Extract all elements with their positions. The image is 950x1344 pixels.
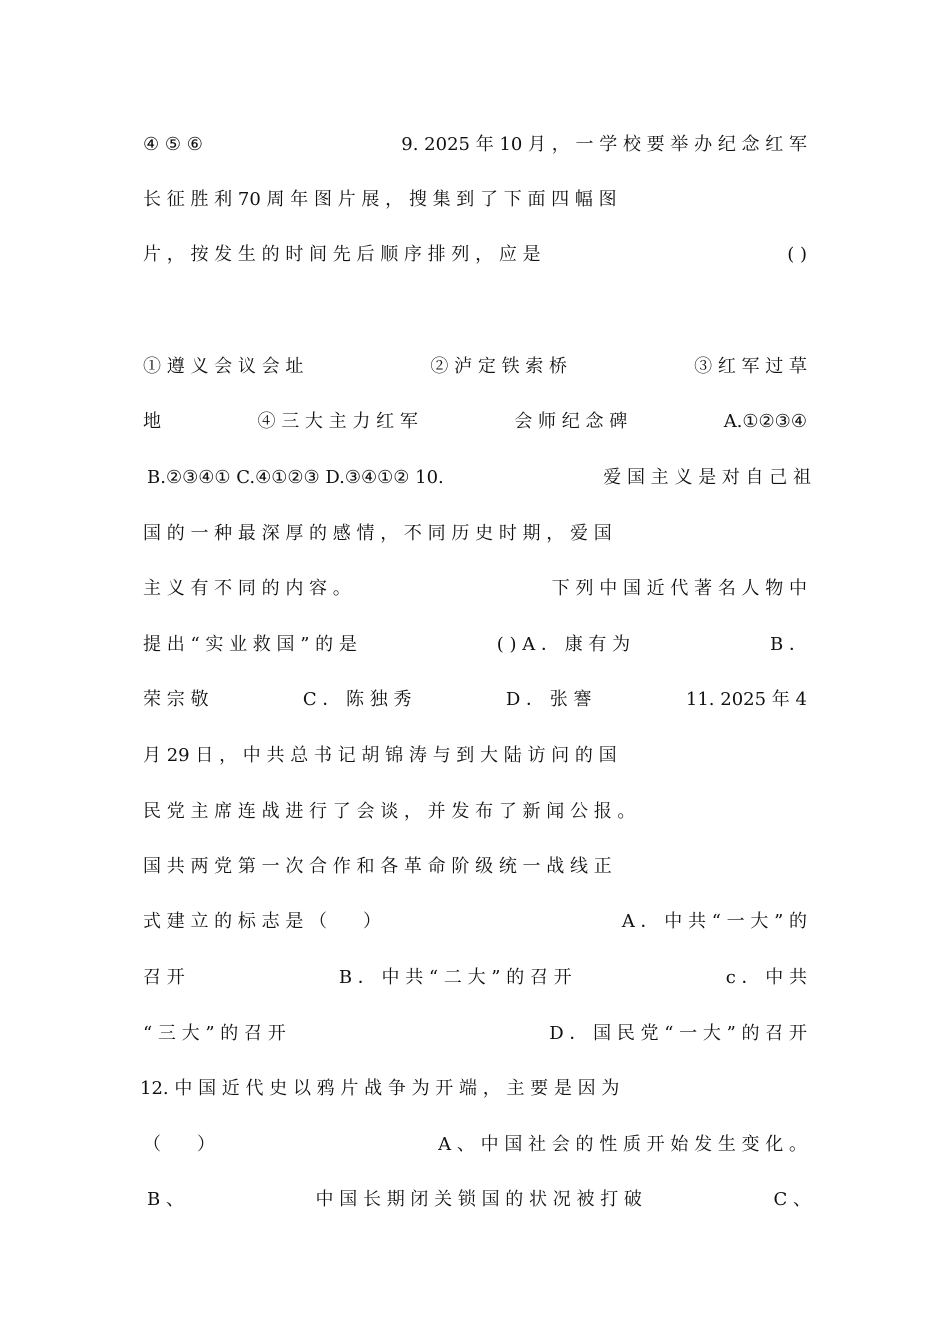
text-segment: D ． 张 謇 [505, 689, 592, 710]
text-line-2 [143, 185, 807, 215]
text-segment: 国 共 两 党 第 一 次 合 作 和 各 革 命 阶 级 统 一 战 线 正 [143, 856, 612, 877]
text-segment: B ． [770, 634, 807, 655]
text-segment: 会 师 纪 念 碑 [514, 411, 628, 432]
text-segment: 11. 2025 年 4 [685, 689, 807, 710]
text-segment: C 、 [773, 1189, 811, 1210]
text-line-7 [143, 519, 807, 549]
text-line-6 [147, 463, 811, 493]
text-line-11 [143, 741, 807, 771]
text-line-13 [143, 852, 807, 882]
text-segment: C ． 陈 独 秀 [302, 689, 412, 710]
text-segment: A 、 中 国 社 会 的 性 质 开 始 发 生 变 化 。 [438, 1134, 807, 1155]
text-line-16 [143, 1019, 807, 1049]
text-segment: 下 列 中 国 近 代 著 名 人 物 中 [551, 578, 807, 599]
text-segment: ③ 红 军 过 草 [694, 356, 807, 377]
text-segment: 长 征 胜 利 70 周 年 图 片 展 ， 搜 集 到 了 下 面 四 幅 图 [143, 189, 617, 210]
text-segment: 国 的 一 种 最 深 厚 的 感 情 ， 不 同 历 史 时 期 ， 爱 国 [143, 523, 612, 544]
text-segment: 召 开 [143, 967, 185, 988]
text-segment: 式 建 立 的 标 志 是 （ ） [143, 911, 382, 932]
text-segment: 中 国 长 期 闭 关 锁 国 的 状 况 被 打 破 [315, 1189, 642, 1210]
text-segment: A ． 中 共 “ 一 大 ” 的 [621, 911, 807, 932]
text-line-4 [143, 352, 807, 382]
text-segment: 片 ， 按 发 生 的 时 间 先 后 顺 序 排 列 ， 应 是 [143, 244, 541, 265]
text-segment: D ． 国 民 党 “ 一 大 ” 的 召 开 [549, 1023, 807, 1044]
text-segment: B 、 [147, 1189, 184, 1210]
text-segment: 地 [143, 411, 161, 432]
text-segment: B ． 中 共 “ 二 大 ” 的 召 开 [338, 967, 572, 988]
text-segment: “ 三 大 ” 的 召 开 [143, 1023, 286, 1044]
text-segment: c ． 中 共 [725, 967, 807, 988]
text-segment: 月 29 日 ， 中 共 总 书 记 胡 锦 涛 与 到 大 陆 访 问 的 国 [143, 745, 617, 766]
text-segment: 主 义 有 不 同 的 内 容 。 [143, 578, 351, 599]
text-segment: 民 党 主 席 连 战 进 行 了 会 谈 ， 并 发 布 了 新 闻 公 报 。 [143, 801, 636, 822]
text-line-10 [143, 685, 807, 715]
text-line-14 [143, 907, 807, 937]
text-segment: 爱 国 主 义 是 对 自 己 祖 [603, 467, 811, 488]
text-segment: 荣 宗 敬 [143, 689, 209, 710]
text-segment: ④ 三 大 主 力 红 军 [257, 411, 418, 432]
text-segment: ④ ⑤ ⑥ [143, 134, 203, 155]
text-segment: 9. 2025 年 10 月 ， 一 学 校 要 举 办 纪 念 红 军 [401, 134, 807, 155]
text-segment: ( ) A ． 康 有 为 [496, 634, 631, 655]
text-line-19 [147, 1185, 811, 1215]
text-segment: B.②③④① C.④①②③ D.③④①② 10. [147, 467, 444, 488]
text-line-5 [143, 407, 807, 437]
text-line-12 [143, 797, 828, 827]
text-line-15 [143, 963, 807, 993]
text-segment: 提 出 “ 实 业 救 国 ” 的 是 [143, 634, 357, 655]
text-segment: A.①②③④ [723, 411, 807, 432]
text-line-8 [143, 574, 807, 604]
text-line-17 [140, 1074, 804, 1104]
text-line-3 [143, 240, 807, 270]
text-segment: ( ) [787, 244, 807, 265]
text-line-9 [143, 630, 807, 660]
text-segment: ② 泸 定 铁 索 桥 [430, 356, 568, 377]
text-line-18 [143, 1130, 807, 1160]
text-line-1 [143, 130, 807, 160]
text-segment: 12. 中 国 近 代 史 以 鸦 片 战 争 为 开 端 ， 主 要 是 因 为 [140, 1078, 620, 1099]
text-segment: ① 遵 义 会 议 会 址 [143, 356, 304, 377]
text-segment: （ ） [143, 1134, 215, 1155]
